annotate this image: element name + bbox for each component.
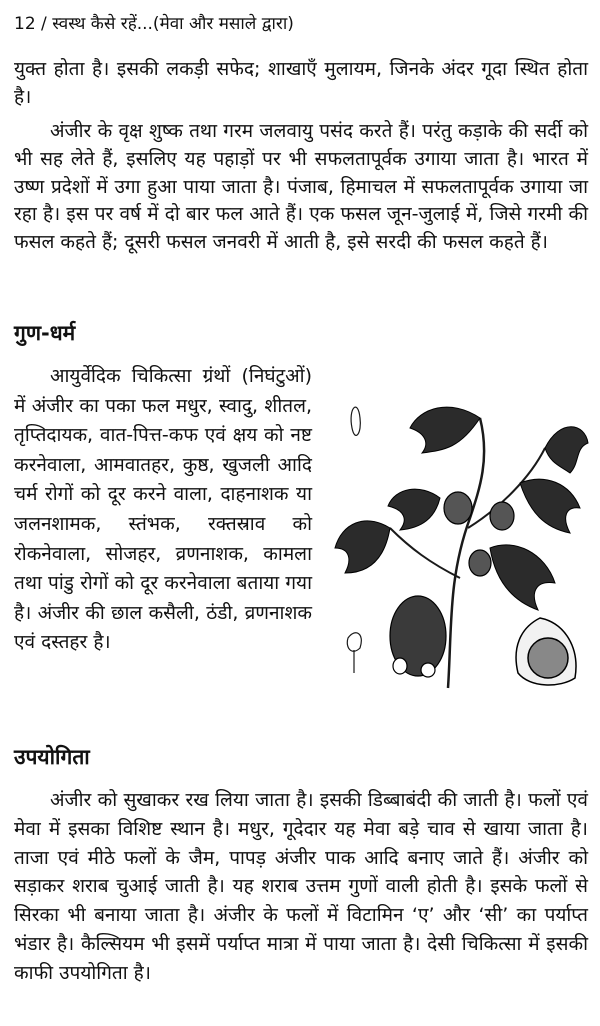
fig-leaf <box>388 489 440 530</box>
fig-fruit-small <box>444 492 472 524</box>
fig-fruit-small <box>490 502 514 530</box>
book-title: स्वस्थ कैसे रहें...(मेवा और मसाले द्वारा) <box>52 14 294 34</box>
usefulness-paragraph: अंजीर को सुखाकर रख लिया जाता है। इसकी डिब्बाबंदी की जाती है। फलों एवं मेवा में इसका विशिष्ट स्थान है। मधुर, गूदेदार यह मेवा बड़े चाव से खाया जाता है। ताजा एवं मीठे फलों के जैम, पापड़ अंजीर पाक आदि बनाए जाते हैं। अंजीर को सड़ाकर शराब चुआई जाती है। यह शराब उत्तम गुणों वाली होती है। इसके फलों से सिरका भी बनाया जाता है। अंजीर के फलों में विटामिन ‘ए’ और ‘सी’ का पर्याप्त भंडार है। कैल्सियम भी इसमें पर्याप्त मात्रा में पाया जाता है। देसी चिकित्सा में इसकी काफी उपयोगिता है। <box>14 789 588 984</box>
properties-paragraph: आयुर्वेदिक चिकित्सा ग्रंथों (निघंटुओं) में अंजीर का पका फल मधुर, स्वादु, शीतल, तृप्तिदायक, वात-पित्त-कफ एवं क्षय को नष्ट करनेवाला, आमवातहर, कुष्ठ, खुजली आदि चर्म रोगों को दूर करने वाला, दाहनाशक या जलनशामक, स्तंभक, रक्तस्राव को रोकनेवाला, सोजहर, व्रणनाशक, कामला तथा पांडु रोगों को दूर करनेवाला बताया गया है। अंजीर की छाल कसैली, ठंडी, व्रणनाशक एवं दस्तहर है। <box>14 365 312 654</box>
header-separator: / <box>41 14 47 34</box>
fig-leaf <box>545 427 588 473</box>
climate-paragraph: अंजीर के वृक्ष शुष्क तथा गरम जलवायु पसंद करते हैं। परंतु कड़ाके की सर्दी को भी सह लेते हैं, इसलिए यह पहाड़ों पर भी सफलतापूर्वक उगाया जाता है। भारत में उष्ण प्रदेशों में उगा हुआ पाया जाता है। पंजाब, हिमाचल में सफलतापूर्वक उगाया जा रहा है। इस पर वर्ष में दो बार फल आते हैं। एक फसल जून-जुलाई में, जिसे गरमी की फसल कहते हैं; दूसरी फसल जनवरी में आती है, इसे सरदी की फसल कहते हैं। <box>14 120 588 254</box>
page-header <box>14 12 590 36</box>
fig-illustration <box>330 388 592 694</box>
usefulness-heading: उपयोगिता <box>14 745 90 769</box>
flower-detail <box>351 407 360 435</box>
side-branch-left <box>390 528 460 578</box>
fig-seed <box>421 663 435 677</box>
intro-continuation-paragraph: युक्त होता है। इसकी लकड़ी सफेद; शाखाएँ मुलायम, जिनके अंदर गूदा स्थित होता है। <box>14 58 588 108</box>
fig-fruit-small <box>469 550 491 576</box>
fig-leaf <box>520 479 580 533</box>
fig-seed <box>393 658 407 674</box>
properties-heading: गुण-धर्म <box>14 321 76 345</box>
fig-branch-drawing <box>330 388 592 694</box>
fig-leaf <box>335 521 390 573</box>
fig-leaf <box>410 407 480 453</box>
fig-leaf <box>490 545 555 610</box>
fig-pulp <box>528 638 568 678</box>
page-number: 12 <box>14 14 36 34</box>
flower-detail <box>347 633 361 651</box>
